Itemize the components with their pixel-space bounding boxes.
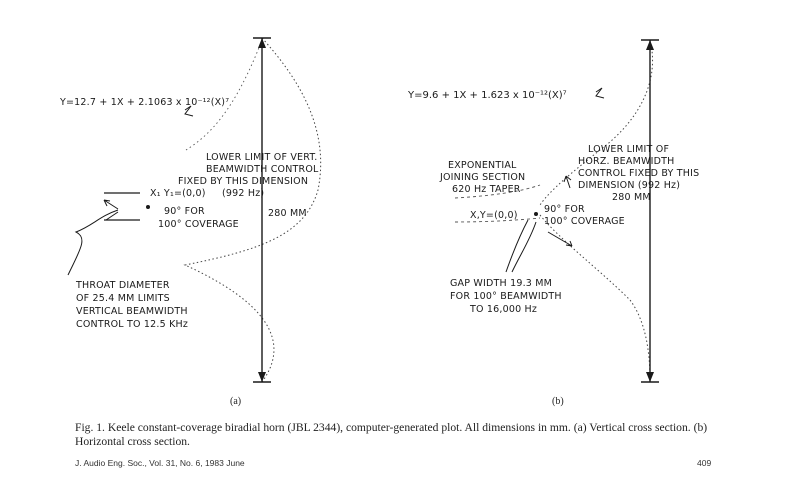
panel-b-lower-limit-3: CONTROL FIXED BY THIS <box>578 168 700 179</box>
panel-a-arrow-down <box>258 372 266 382</box>
page-number: 409 <box>697 458 712 468</box>
panel-b-lower-limit-arrow <box>564 176 571 188</box>
journal-citation: J. Audio Eng. Soc., Vol. 31, No. 6, 1983 June <box>75 458 245 468</box>
panel-a-lower-limit-2: BEAMWIDTH CONTROL <box>206 164 319 175</box>
panel-a-throat-1: THROAT DIAMETER <box>76 280 170 291</box>
panel-b-lower-limit-2: HORZ. BEAMWIDTH <box>578 156 675 167</box>
panel-a-vertical-cross-section <box>59 38 321 407</box>
panel-a-arrow-up <box>258 38 266 48</box>
panel-a-coverage-2: 100° COVERAGE <box>158 219 239 230</box>
panel-b-origin-point <box>534 212 538 216</box>
panel-a-equation: Y=12.7 + 1X + 2.1063 x 10⁻¹²(X)⁷ <box>60 97 230 108</box>
panel-a-throat-arrow-up <box>104 200 118 209</box>
panel-b-equation-squiggle <box>596 88 604 98</box>
panel-b-gap-2: FOR 100° BEAMWIDTH <box>450 291 562 302</box>
panel-b-exponential-1: EXPONENTIAL <box>448 160 517 171</box>
panel-a-lower-limit-3: FIXED BY THIS DIMENSION <box>178 176 309 187</box>
panel-b-equation: Y=9.6 + 1X + 1.623 x 10⁻¹²(X)⁷ <box>408 90 567 101</box>
panel-a-throat-2: OF 25.4 MM LIMITS <box>76 293 170 304</box>
panel-b-dimension-label: 280 MM <box>612 192 651 203</box>
panel-b-gap-3: TO 16,000 Hz <box>470 304 538 315</box>
panel-a-throat-4: CONTROL TO 12.5 KHz <box>76 319 189 330</box>
panel-a-label: (a) <box>230 396 242 407</box>
panel-a-lower-limit-1: LOWER LIMIT OF VERT. <box>206 152 318 163</box>
panel-b-gap-1: GAP WIDTH 19.3 MM <box>450 278 553 289</box>
panel-b-label: (b) <box>552 396 564 407</box>
panel-b-arrow-down <box>646 372 654 382</box>
panel-b-origin-label: X,Y=(0,0) <box>470 210 518 221</box>
panel-b-coverage-2: 100° COVERAGE <box>544 216 625 227</box>
panel-b-exponential-2: JOINING SECTION <box>440 172 526 183</box>
panel-a-throat-3: VERTICAL BEAMWIDTH <box>76 306 188 317</box>
panel-a-throat-arrow-down <box>106 212 118 220</box>
panel-b-lower-limit-4: DIMENSION (992 Hz) <box>578 180 681 191</box>
panel-b-arrow-up <box>646 40 654 50</box>
panel-a-horn-upper-edge <box>186 40 262 150</box>
panel-b-exponential-3: 620 Hz TAPER <box>452 184 521 195</box>
panel-a-coverage-1: 90° FOR <box>164 206 205 217</box>
figure-caption: Fig. 1. Keele constant-coverage biradial horn (JBL 2344), computer-generated plot. All dimensions in mm. (a) Vertical cross section. (b) Horizontal cross section. <box>75 421 708 448</box>
panel-b-horizontal-cross-section <box>407 40 699 407</box>
panel-b-gap-leader-2 <box>506 220 528 272</box>
panel-a-origin-label: X₁ Y₁=(0,0) <box>150 188 206 199</box>
panel-a-origin-point <box>146 205 150 209</box>
panel-b-coverage-arrow <box>548 232 572 246</box>
panel-a-lower-limit-4: (992 Hz) <box>222 188 265 199</box>
panel-a-dimension-label: 280 MM <box>268 208 307 219</box>
panel-b-lower-limit-1: LOWER LIMIT OF <box>588 144 670 155</box>
panel-b-coverage-1: 90° FOR <box>544 204 585 215</box>
